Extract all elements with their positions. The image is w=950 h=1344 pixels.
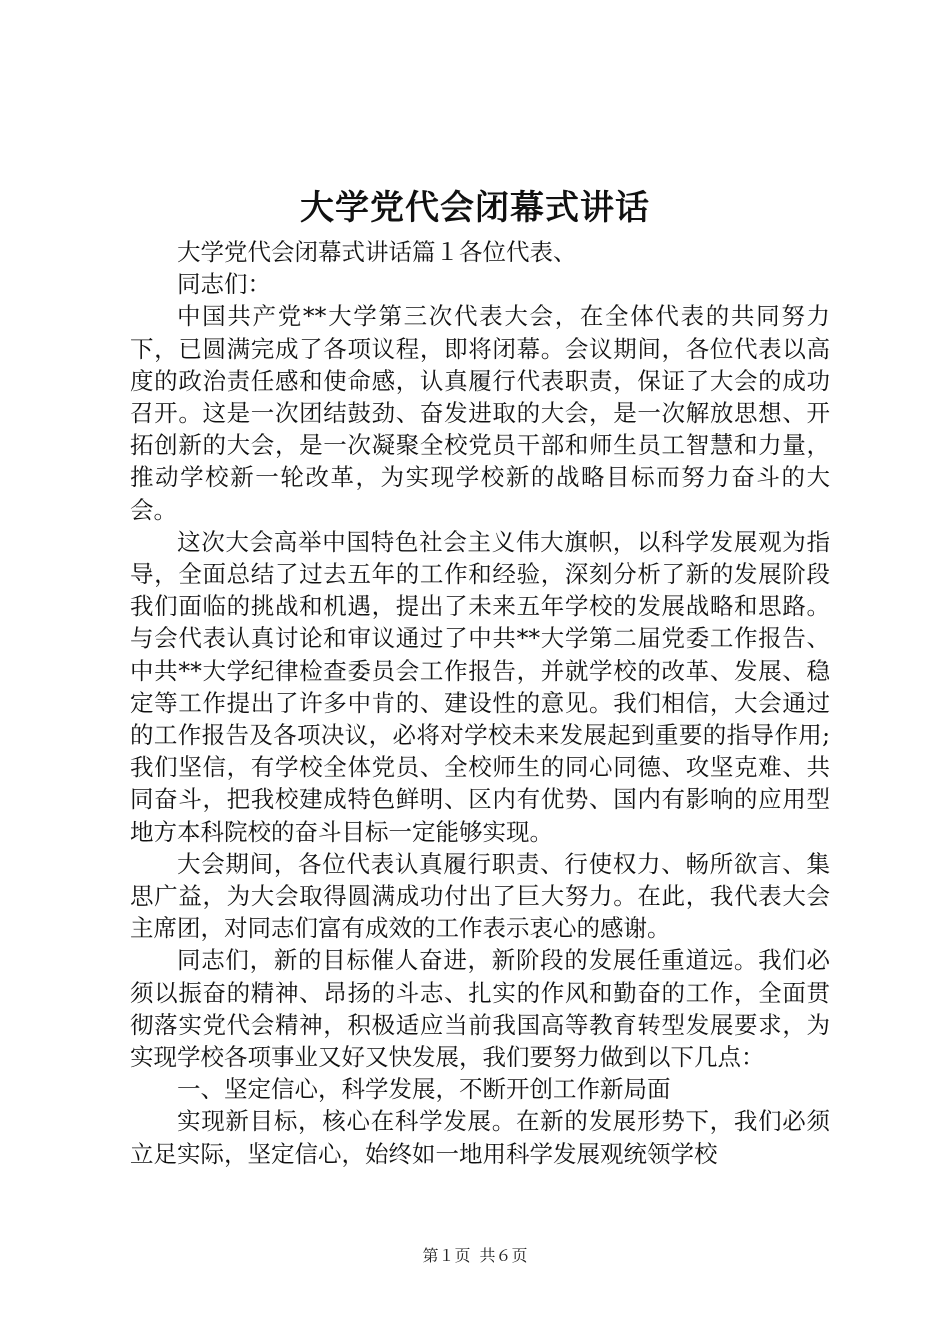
page-total: 共６页 xyxy=(479,1246,528,1265)
page-footer xyxy=(0,1245,950,1267)
paragraph-congress-achievements: 这次大会高举中国特色社会主义伟大旗帜，以科学发展观为指导，全面总结了过去五年的工作和经验，深刻分析了新的发展阶段我们面临的挑战和机遇，提出了未来五年学校的发展战略和思路。与会代表认真讨论和审议通过了中共**大学第二届党委工作报告、中共**大学纪律检查委员会工作报告，并就学校的改革、发展、稳定等工作提出了许多中肯的、建设性的意见。我们相信，大会通过的工作报告及各项决议，必将对学校未来发展起到重要的指导作用;我们坚信，有学校全体党员、全校师生的同心同德、攻坚克难、共同奋斗，把我校建成特色鲜明、区内有优势、国内有影响的应用型地方本科院校的奋斗目标一定能够实现。 xyxy=(130,527,830,846)
paragraph-new-goals: 同志们，新的目标催人奋进，新阶段的发展任重道远。我们必须以振奋的精神、昂扬的斗志、扎实的作风和勤奋的工作，全面贯彻落实党代会精神，积极适应当前我国高等教育转型发展要求，为实现学校各项事业又好又快发展，我们要努力做到以下几点： xyxy=(130,946,830,1072)
document-title: 大学党代会闭幕式讲话 xyxy=(300,188,650,228)
page-number: 第１页 xyxy=(422,1246,471,1265)
section-heading-1: 一、坚定信心，科学发展，不断开创工作新局面 xyxy=(177,1075,671,1104)
paragraph-thanks: 大会期间，各位代表认真履行职责、行使权力、畅所欲言、集思广益，为大会取得圆满成功付出了巨大努力。在此，我代表大会主席团，对同志们富有成效的工作表示衷心的感谢。 xyxy=(130,849,830,943)
paragraph-salutation: 同志们： xyxy=(177,270,271,299)
document-body xyxy=(130,236,830,1170)
paragraph-opening: 大学党代会闭幕式讲话篇１各位代表、 xyxy=(177,238,577,266)
paragraph-scientific-development: 实现新目标，核心在科学发展。在新的发展形势下，我们必须立足实际，坚定信心，始终如一地用科学发展观统领学校 xyxy=(130,1107,830,1168)
paragraph-congress-summary: 中国共产党**大学第三次代表大会，在全体代表的共同努力下，已圆满完成了各项议程，即将闭幕。会议期间，各位代表以高度的政治责任感和使命感，认真履行代表职责，保证了大会的成功召开。这是一次团结鼓劲、奋发进取的大会，是一次解放思想、开拓创新的大会，是一次凝聚全校党员干部和师生员工智慧和力量，推动学校新一轮改革，为实现学校新的战略目标而努力奋斗的大会。 xyxy=(130,302,830,524)
